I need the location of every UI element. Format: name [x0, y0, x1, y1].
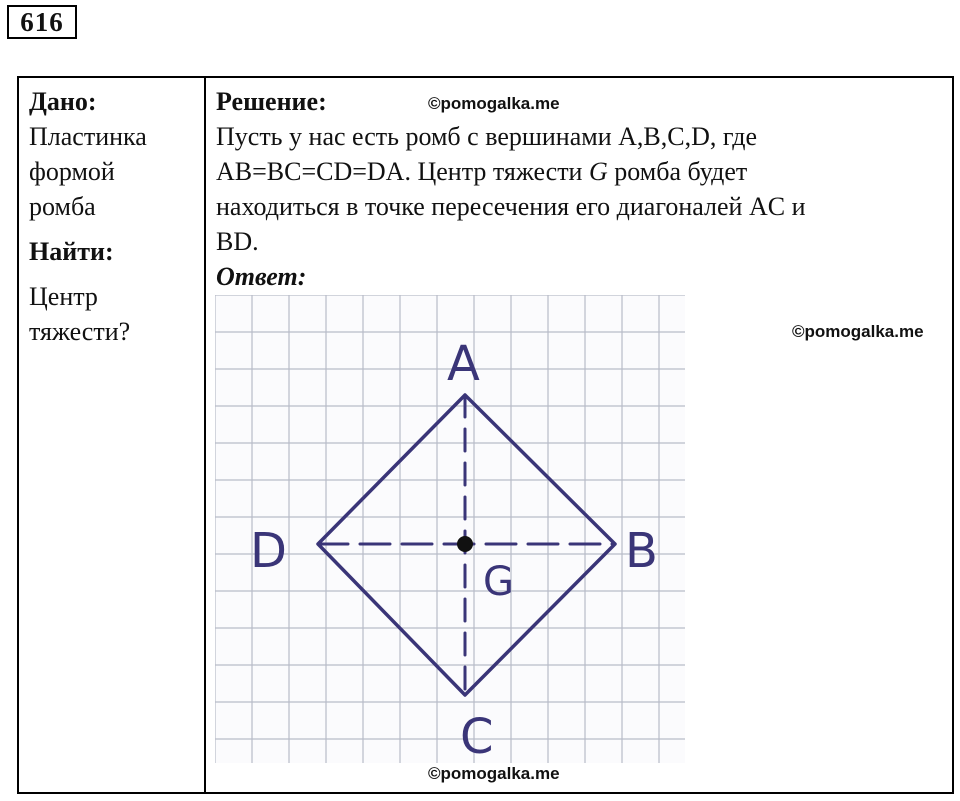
given-line: формой — [29, 157, 115, 186]
solution-column — [216, 84, 936, 294]
watermark-top: ©pomogalka.me — [428, 94, 560, 113]
solution-heading: Решение: — [216, 87, 327, 116]
vertex-label-a: A — [447, 336, 480, 392]
solution-line: Пусть у нас есть ромб с вершинами A,B,C,D, где — [216, 122, 757, 151]
find-line: Центр — [29, 282, 98, 311]
solution-line: находиться в точке пересечения его диагоналей AC и — [216, 192, 806, 221]
vertex-label-d: D — [250, 523, 287, 579]
rhombus-drawing — [215, 295, 685, 763]
solution-text: ромба будет — [607, 157, 748, 186]
watermark-right: ©pomogalka.me — [792, 322, 924, 341]
solution-line — [216, 154, 936, 189]
given-column — [29, 84, 199, 349]
vertex-label-c: C — [460, 709, 494, 763]
solution-text: AB=BC=CD=DA. Центр тяжести — [216, 157, 589, 186]
answer-heading: Ответ: — [216, 262, 307, 291]
center-symbol: G — [588, 157, 608, 186]
given-line: Пластинка — [29, 122, 147, 151]
find-line: тяжести? — [29, 317, 131, 346]
center-of-gravity-point — [457, 536, 473, 552]
given-line: ромба — [29, 192, 96, 221]
vertex-label-b: B — [625, 523, 658, 579]
solution-line: BD. — [216, 227, 259, 256]
column-divider — [204, 78, 206, 792]
center-label-g: G — [483, 559, 514, 605]
given-heading: Дано: — [29, 87, 97, 116]
find-heading: Найти: — [29, 237, 114, 266]
watermark-bottom: ©pomogalka.me — [428, 764, 560, 783]
task-number: 616 — [7, 5, 77, 39]
